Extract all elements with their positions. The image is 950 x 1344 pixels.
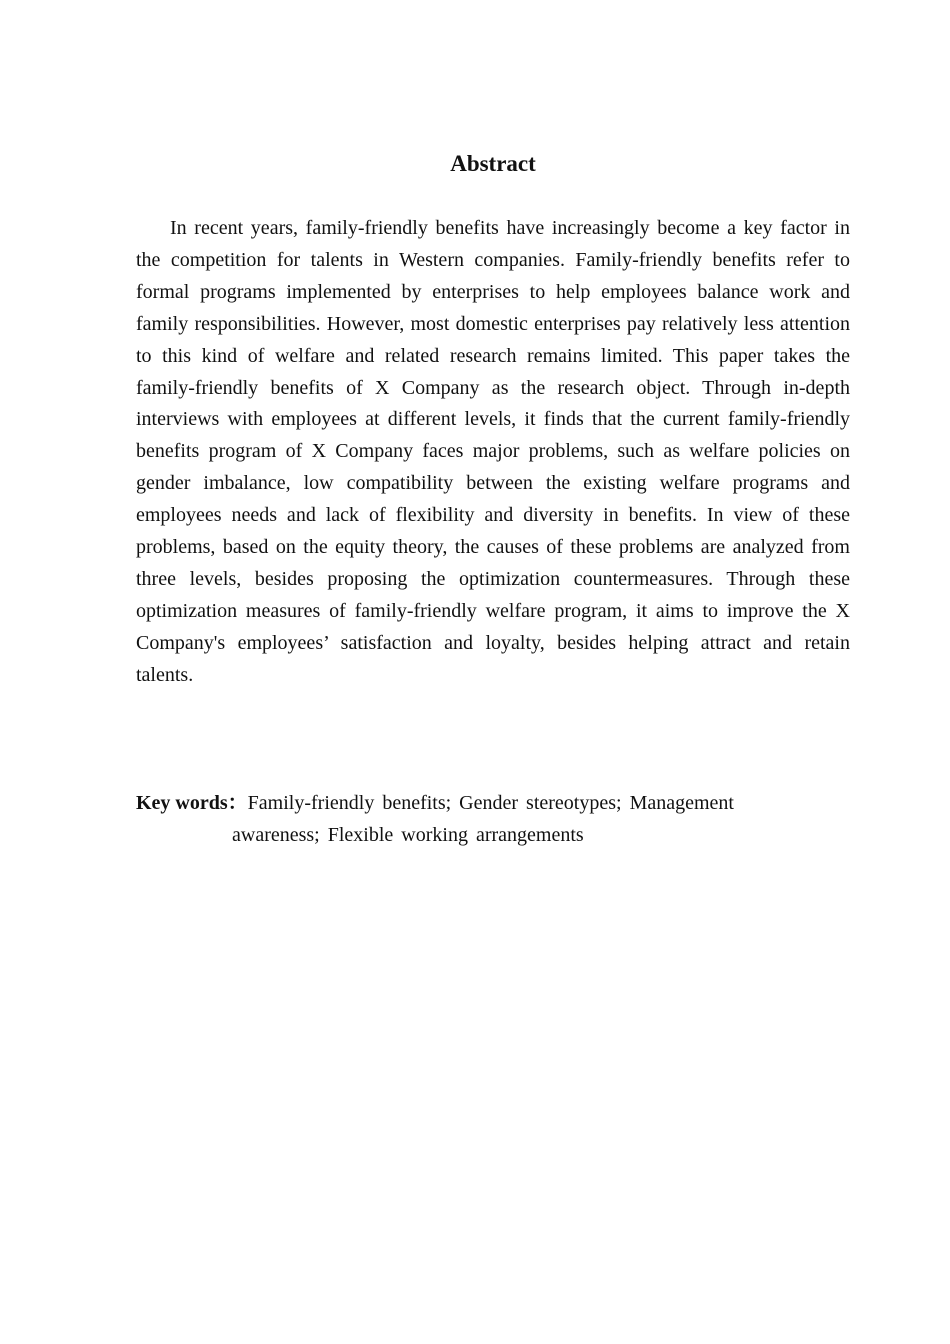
abstract-body: In recent years, family-friendly benefits have increasingly become a key factor in the competition for talents in Western companies. Family-friendly benefits refer to formal programs implemented by enterprises to help employees balance work and family responsibilities. However, most domestic enterprises pay relatively less attention to this kind of welfare and related research remains limited. This paper takes the family-friendly benefits of X Company as the research object. Through in-depth interviews with employees at different levels, it finds that the current family-friendly benefits program of X Company faces major problems, such as welfare policies on gender imbalance, low compatibility between the existing welfare programs and employees needs and lack of flexibility and diversity in benefits. In view of these problems, based on the equity theory, the causes of these problems are analyzed from three levels, besides proposing the optimization countermeasures. Through these optimization measures of family-friendly welfare program, it aims to improve the X Company's employees’ satisfaction and loyalty, besides helping attract and retain talents. [136,217,850,686]
keywords-paragraph [136,788,816,852]
keywords-label: Key words： [136,792,248,814]
keywords-text: Family-friendly benefits; Gender stereotypes; Management awareness; Flexible working arrangements [232,792,734,846]
abstract-title: Abstract [450,151,536,176]
